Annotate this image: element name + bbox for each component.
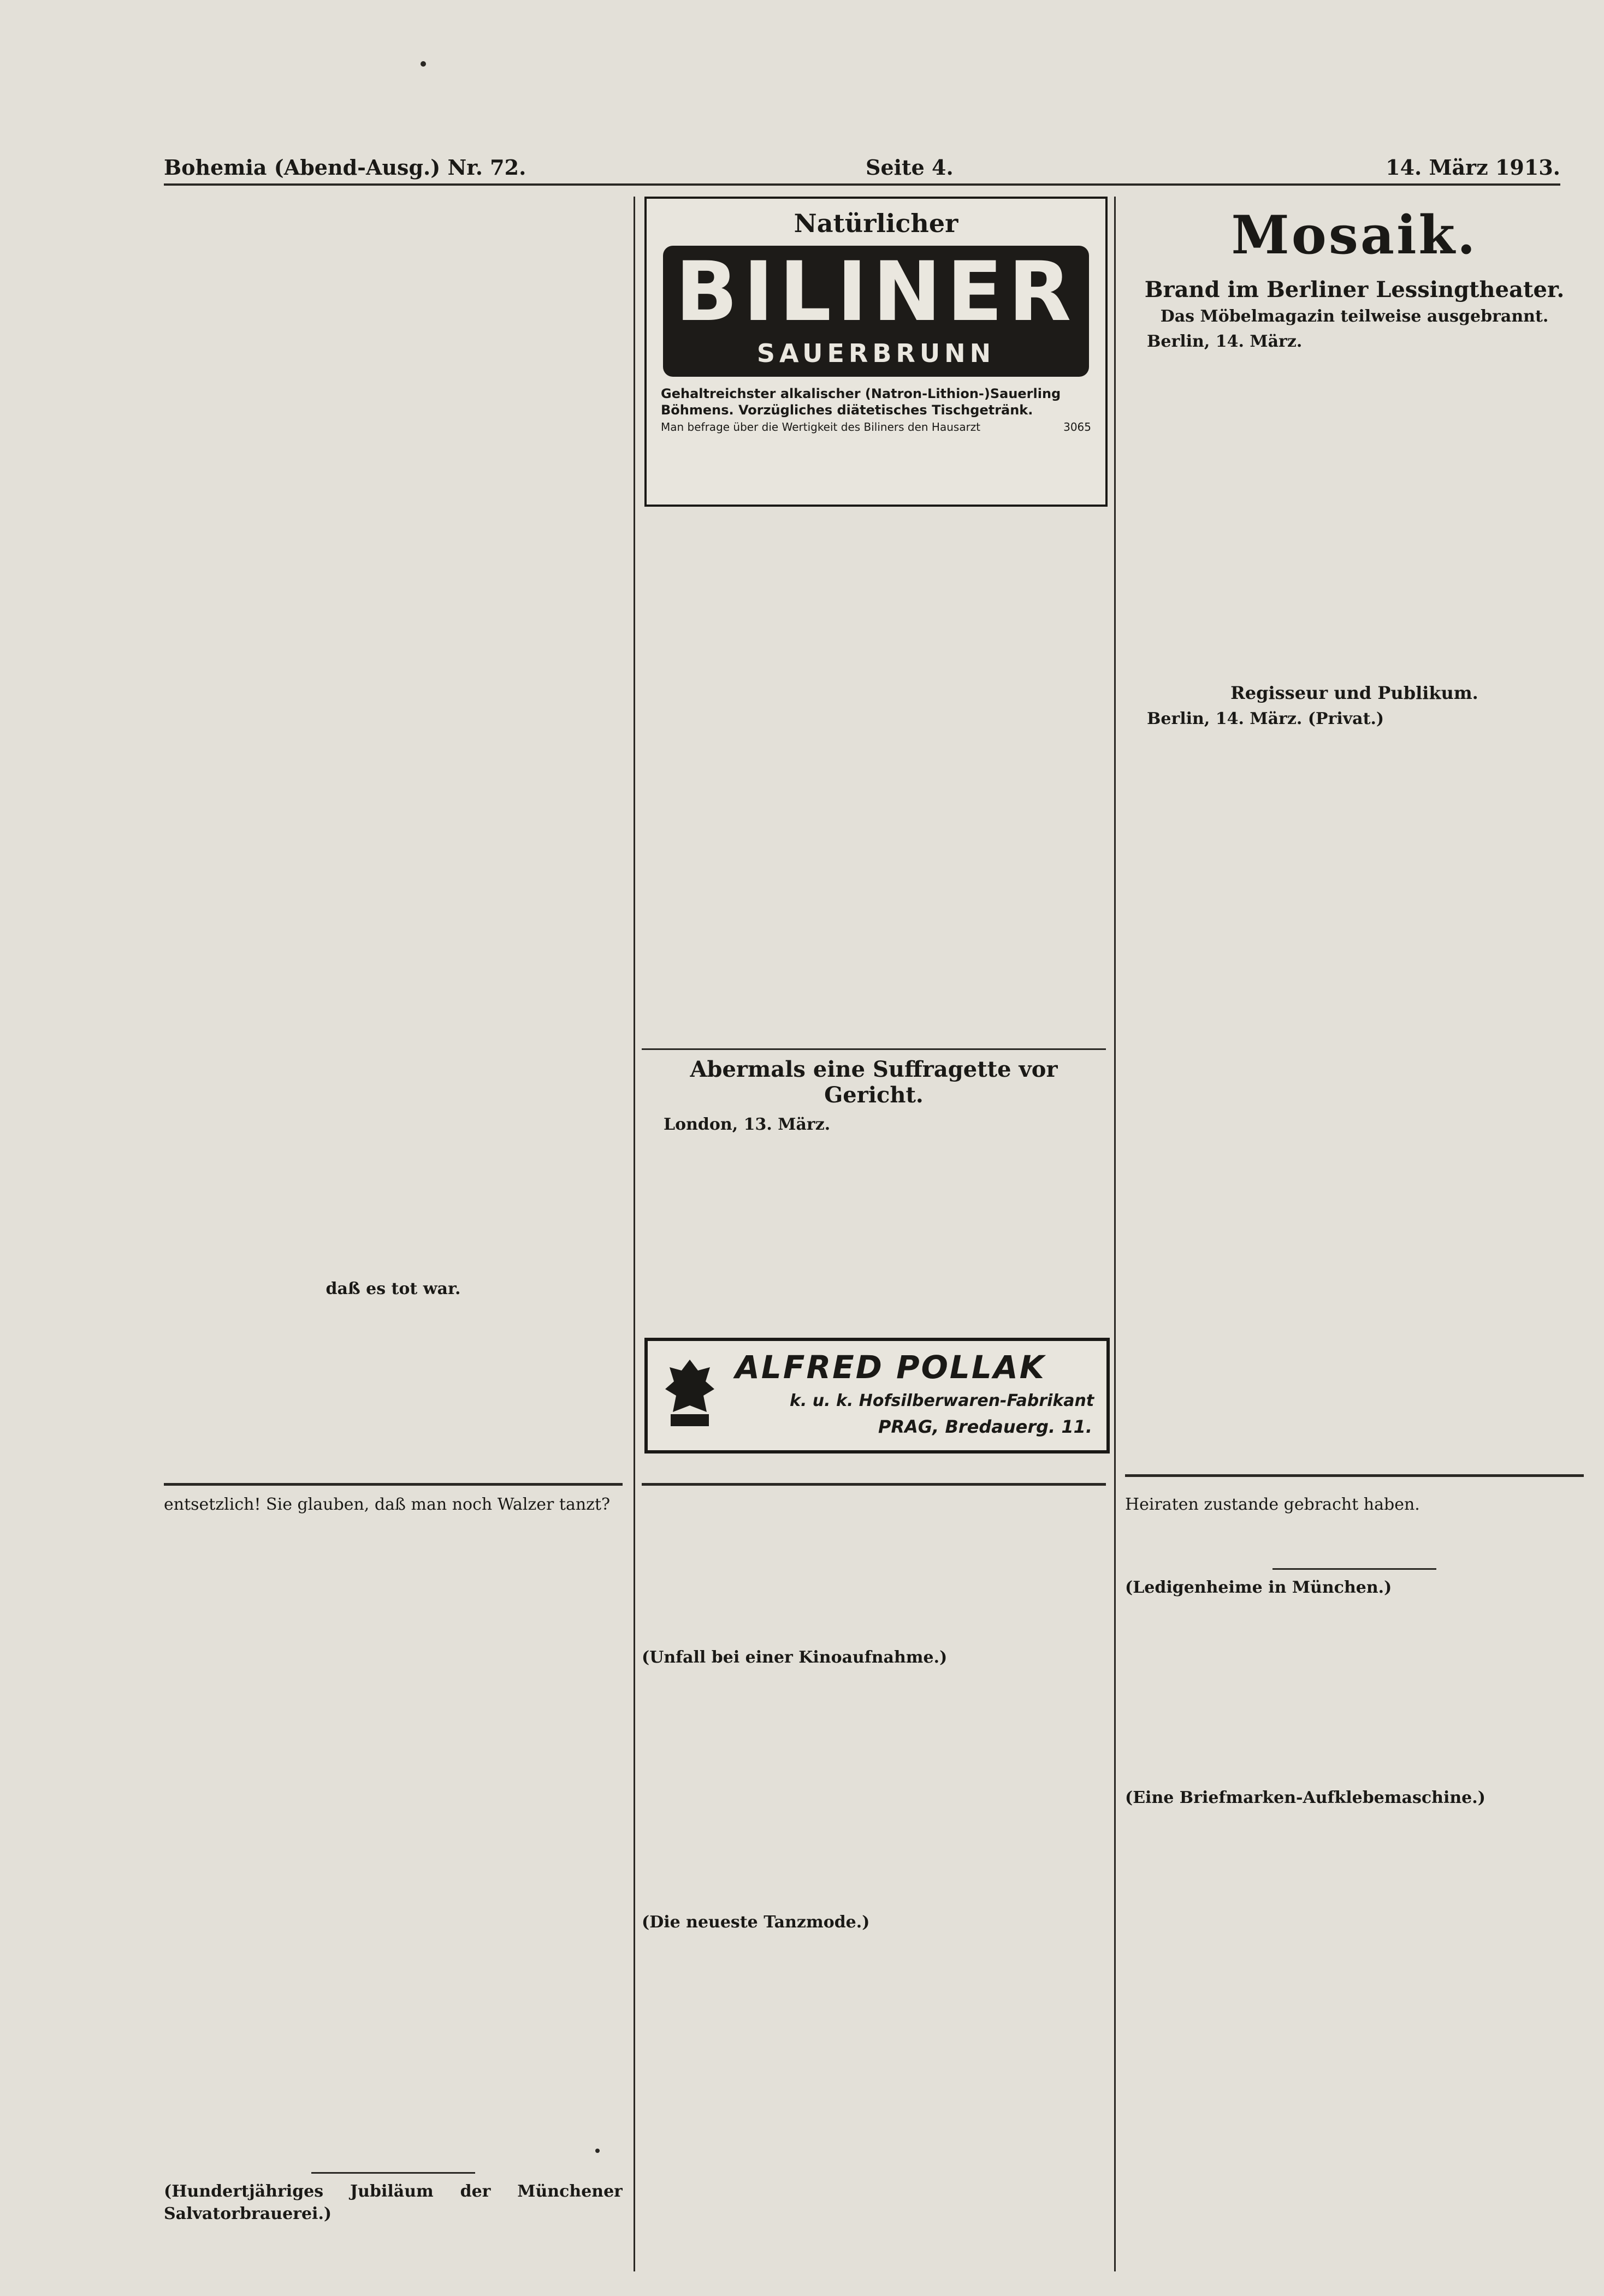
suffragette-heading: Abermals eine Suffragette vor Gericht. [690, 1057, 1058, 1108]
ad-biliner-brand: BILINER [675, 245, 1077, 340]
fire-subheading: Das Möbelmagazin teilweise ausgebrannt. [1160, 307, 1549, 326]
advertisement-biliner [644, 197, 1108, 507]
fire-dateline: Berlin, 14. März. [1147, 332, 1303, 351]
short-rule [311, 2172, 475, 2174]
ad-biliner-footer-line [647, 418, 1105, 434]
ad-pollak-line2: k. u. k. Hofsilberwaren-Fabrikant [790, 1391, 1094, 1410]
section-rule [642, 1483, 1106, 1486]
ad-biliner-text-2: Man befrage über die Wertigkeit des Biliners den Hausarzt [661, 420, 981, 434]
column-3-upper [1125, 197, 1584, 1518]
column-2-lower [642, 1493, 1106, 2280]
column-divider [1114, 197, 1116, 1518]
section-rule [164, 1483, 623, 1486]
column-3-lower [1125, 1493, 1584, 2280]
crest-icon [660, 1355, 720, 1432]
kino-heading: (Unfall bei einer Kinoaufnahme.) [642, 1648, 948, 1667]
ad-biliner-text: Gehaltreichster alkalischer (Natron-Lithion-)Sauerling Böhmens. Vorzügliches diätetisches Tischgetränk. [661, 386, 1061, 418]
ad-biliner-sub: SAUERBRUNN [756, 339, 996, 368]
handcuffs-opening: Heiraten zustande gebracht haben. [1125, 1495, 1420, 1514]
header-publication: Bohemia (Abend-Ausg.) Nr. 72. [164, 155, 526, 180]
column-1-lower [164, 1493, 623, 2280]
column-divider [1114, 1496, 1116, 2271]
suffragette-dateline: London, 13. März. [664, 1115, 831, 1134]
ad-biliner-topline: Natürlicher [794, 209, 958, 238]
audience-heading: Regisseur und Publikum. [1230, 683, 1478, 703]
header-rule [164, 183, 1560, 186]
ledigenheime-heading: (Ledigenheime in München.) [1125, 1578, 1392, 1597]
ad-biliner-logo [663, 246, 1089, 377]
ink-dot [595, 2149, 600, 2153]
column-1-upper [164, 197, 623, 1518]
fire-heading: Brand im Berliner Lessingtheater. [1144, 277, 1565, 302]
short-rule [1272, 1568, 1436, 1570]
column-divider [634, 1496, 635, 2271]
mosaik-title: Mosaik. [1231, 204, 1478, 266]
column-1-subheading: daß es tot war. [325, 1279, 461, 1298]
column-2-rule [642, 1048, 1106, 1050]
audience-dateline: Berlin, 14. März. (Privat.) [1147, 709, 1384, 728]
ink-dot [421, 61, 426, 67]
header-date: 14. März 1913. [1386, 155, 1560, 180]
ad-pollak-line3: PRAG, Bredauerg. 11. [878, 1416, 1092, 1437]
advertisement-pollak [644, 1338, 1110, 1453]
ad-biliner-code: 3065 [1063, 420, 1091, 434]
tanzmode-heading: (Die neueste Tanzmode.) [642, 1913, 870, 1932]
section-rule [1125, 1474, 1584, 1477]
briefmarken-heading: (Eine Briefmarken-Aufklebemaschine.) [1125, 1788, 1485, 1807]
column-divider [634, 197, 635, 1518]
ad-pollak-name: ALFRED POLLAK [735, 1349, 1046, 1386]
header-page-number: Seite 4. [866, 155, 954, 180]
salvator-heading: (Hundertjähriges Jubiläum der Münchener Salvatorbrauerei.) [164, 2182, 623, 2223]
walzer-opening: entsetzlich! Sie glauben, daß man noch Walzer tanzt? [164, 1495, 611, 1514]
page-header [164, 146, 1560, 185]
